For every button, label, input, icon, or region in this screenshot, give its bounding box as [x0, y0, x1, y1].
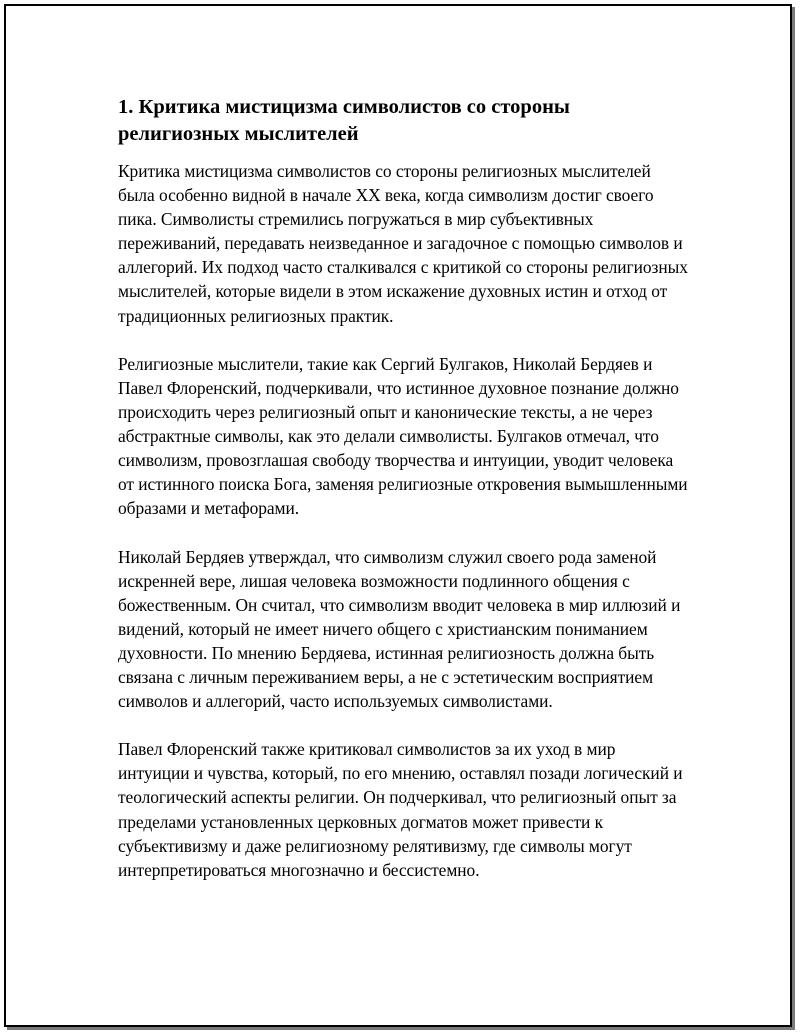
- paragraph-3: Николай Бердяев утверждал, что символизм служил своего рода заменой искренней вере, лишая человека возможности подлинного общения с божественным. Он считал, что символизм вводит человека в мир иллюзий и видений, который не имеет ничего общего с христианским пониманием духовности. По мнению Бердяева, истинная религиозность должна быть связана с личным переживанием веры, а не с эстетическим восприятием символов и аллегорий, часто используемых символистами.: [118, 546, 681, 712]
- paragraph-2: Религиозные мыслители, такие как Сергий Булгаков, Николай Бердяев и Павел Флоренский, подчеркивали, что истинное духовное познание должно происходить через религиозный опыт и канонические тексты, а не через абстрактные символы, как это делали символисты. Булгаков отмечал, что символизм, провозглашая свободу творчества и интуиции, уводит человека от истинного поиска Бога, заменяя религиозные откровения вымышленными образами и метафорами.: [118, 353, 688, 519]
- section-heading: 1. Критика мистицизма символистов со стороны религиозных мыслителей: [118, 96, 570, 145]
- paragraph-1: Критика мистицизма символистов со стороны религиозных мыслителей была особенно видной в начале XX века, когда символизм достиг своего пика. Символисты стремились погружаться в мир субъективных переживаний, передавать неизведанное и загадочное с помощью символов и аллегорий. Их подход часто сталкивался с критикой со стороны религиозных мыслителей, которые видели в этом искажение духовных истин и отход от традиционных религиозных практик.: [118, 161, 688, 326]
- paragraph-4: Павел Флоренский также критиковал символистов за их уход в мир интуиции и чувства, который, по его мнению, оставлял позади логический и теологический аспекты религии. Он подчеркивал, что религиозный опыт за пределами установленных церковных догматов может привести к субъективизму и даже религиозному релятивизму, где символы могут интерпретироваться многозначно и бессистемно.: [118, 739, 683, 880]
- document-body: [118, 94, 688, 906]
